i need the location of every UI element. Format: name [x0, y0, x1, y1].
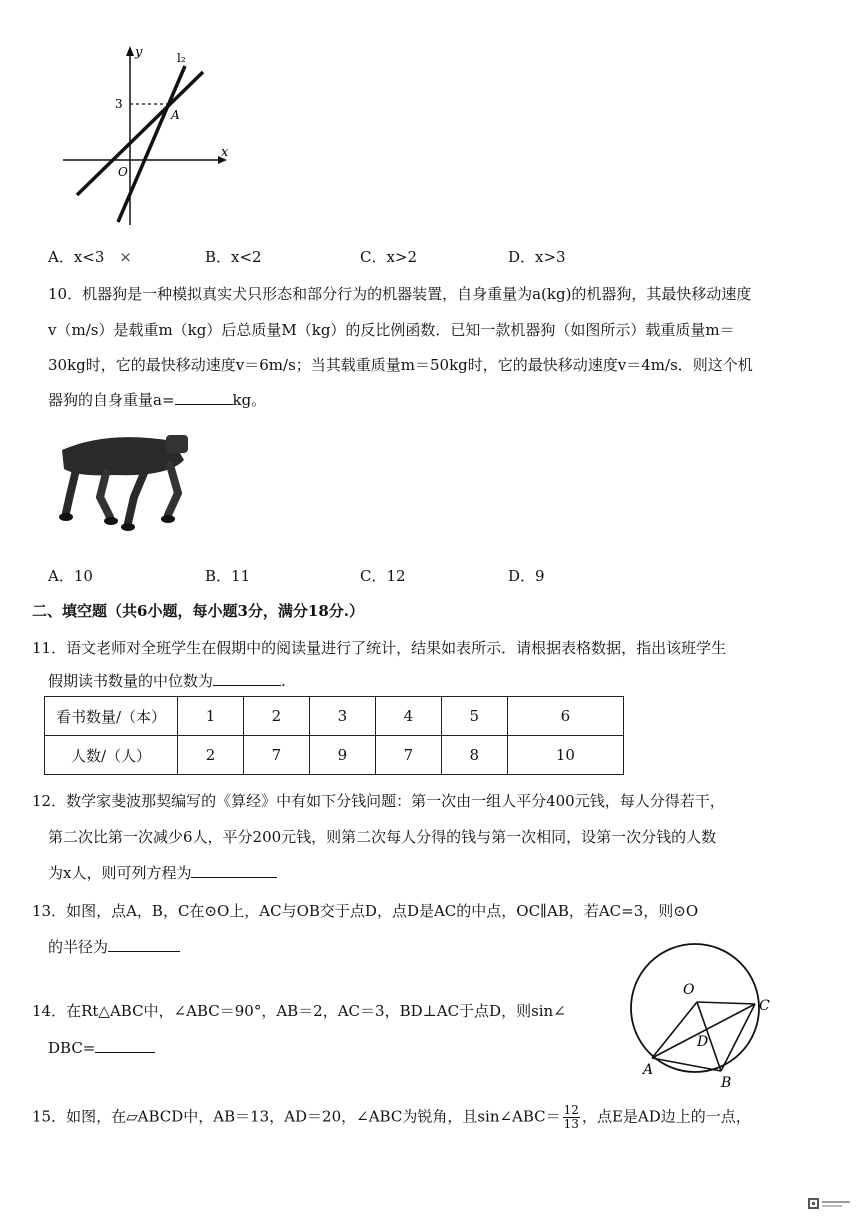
table-cell: 1 [178, 697, 244, 736]
point-d-label: D [697, 1034, 709, 1050]
tick-3-label: 3 [115, 97, 123, 111]
table-header-cell: 看书数量/（本） [45, 697, 178, 736]
q15-text-before: 15．如图，在▱ABCD中，AB＝13，AD＝20，∠ABC为锐角，且sin∠ABC＝ [32, 1107, 561, 1126]
q15-line-1 [32, 1104, 751, 1131]
answer-blank [191, 863, 277, 878]
q9-option-c: C．x>2 [360, 248, 418, 266]
table-cell: 3 [309, 697, 375, 736]
q9-option-b: B．x<2 [205, 248, 262, 266]
section-2-heading: 二、填空题（共6小题，每小题3分，满分18分.） [32, 602, 364, 620]
table-cell: 5 [441, 697, 507, 736]
q11-line-1: 11．语文老师对全班学生在假期中的阅读量进行了统计，结果如表所示．请根据表格数据，指出该班学生 [32, 639, 727, 657]
q14-line-1: 14．在Rt△ABC中，∠ABC＝90°，AB＝2，AC＝3，BD⊥AC于点D，则sin∠ [32, 1002, 566, 1020]
q10-line-2: v（m/s）是载重m（kg）后总质量M（kg）的反比例函数．已知一款机器狗（如图所示）载重质量m＝ [48, 321, 735, 339]
table-row [45, 697, 624, 736]
table-cell: 6 [507, 697, 623, 736]
table-row [45, 736, 624, 775]
answer-blank [175, 390, 233, 405]
q10-line-4 [48, 389, 266, 410]
q14-line-2 [48, 1038, 155, 1057]
q10-option-c: C．12 [360, 567, 406, 585]
handwritten-mark: × [119, 248, 132, 266]
line-l2-label: l₂ [177, 51, 186, 65]
q11-line-2-text: 假期读书数量的中位数为 [48, 672, 214, 690]
table-cell: 7 [375, 736, 441, 775]
point-a-label: A [171, 108, 180, 122]
q15-text-after: ，点E是AD边上的一点， [581, 1107, 751, 1126]
q10-line-1: 10．机器狗是一种模拟真实犬只形态和部分行为的机器装置，自身重量为a(kg)的机器狗，其最快移动速度 [48, 285, 752, 303]
point-a-label: A [643, 1062, 654, 1078]
q11-line-2 [48, 670, 286, 691]
robot-dog-image [48, 425, 193, 535]
table-cell: 10 [507, 736, 623, 775]
q9-option-d: D．x>3 [508, 248, 566, 266]
table-cell: 9 [309, 736, 375, 775]
answer-blank [95, 1038, 155, 1053]
table-cell: 4 [375, 697, 441, 736]
scanner-watermark-logo [808, 1198, 852, 1210]
q13-circle-figure [625, 940, 785, 1090]
q13-line-2 [48, 936, 180, 957]
q10-option-a: A．10 [48, 567, 93, 585]
x-axis-label: x [221, 145, 229, 160]
q13-line-2-text: 的半径为 [48, 938, 109, 956]
reading-table [44, 696, 624, 775]
q10-unit: kg。 [232, 391, 267, 409]
table-cell: 8 [441, 736, 507, 775]
fraction-denominator: 13 [563, 1117, 579, 1131]
table-cell: 2 [243, 697, 309, 736]
q13-line-1: 13．如图，点A，B，C在⊙O上，AC与OB交于点D，点D是AC的中点，OC∥AB，若AC=3，则⊙O [32, 902, 699, 920]
q9-graph [55, 40, 240, 230]
q12-line-2: 第二次比第一次减少6人，平分200元钱，则第二次每人分得的钱与第一次相同，设第一次分钱的人数 [48, 828, 717, 846]
point-b-label: B [721, 1075, 732, 1090]
fraction-numerator: 12 [563, 1103, 579, 1117]
q12-line-1: 12．数学家斐波那契编写的《算经》中有如下分钱问题：第一次由一组人平分400元钱，每人分得若干， [32, 792, 725, 810]
answer-blank [213, 671, 281, 686]
origin-label: O [118, 165, 128, 179]
q10-option-b: B．11 [205, 567, 251, 585]
point-o-label: O [683, 982, 695, 998]
q12-line-3-text: 为x人，则可列方程为 [48, 864, 192, 882]
q10-option-d: D．9 [508, 567, 545, 585]
y-axis-label: y [135, 45, 143, 60]
q12-line-3 [48, 862, 277, 883]
fraction-12-13 [563, 1104, 580, 1131]
q11-line-2-end: . [281, 672, 286, 690]
q9-option-a [48, 246, 132, 267]
q14-line-2-text: DBC= [48, 1039, 96, 1057]
q10-line-4-text: 器狗的自身重量a= [48, 391, 175, 409]
table-cell: 2 [178, 736, 244, 775]
table-cell: 7 [243, 736, 309, 775]
table-header-cell: 人数/（人） [45, 736, 178, 775]
q9-option-a-text: A．x<3 [48, 248, 105, 266]
q10-line-3: 30kg时，它的最快移动速度v＝6m/s；当其载重质量m＝50kg时，它的最快移动速度v＝4m/s．则这个机 [48, 356, 753, 374]
point-c-label: C [759, 998, 770, 1014]
answer-blank [108, 937, 180, 952]
